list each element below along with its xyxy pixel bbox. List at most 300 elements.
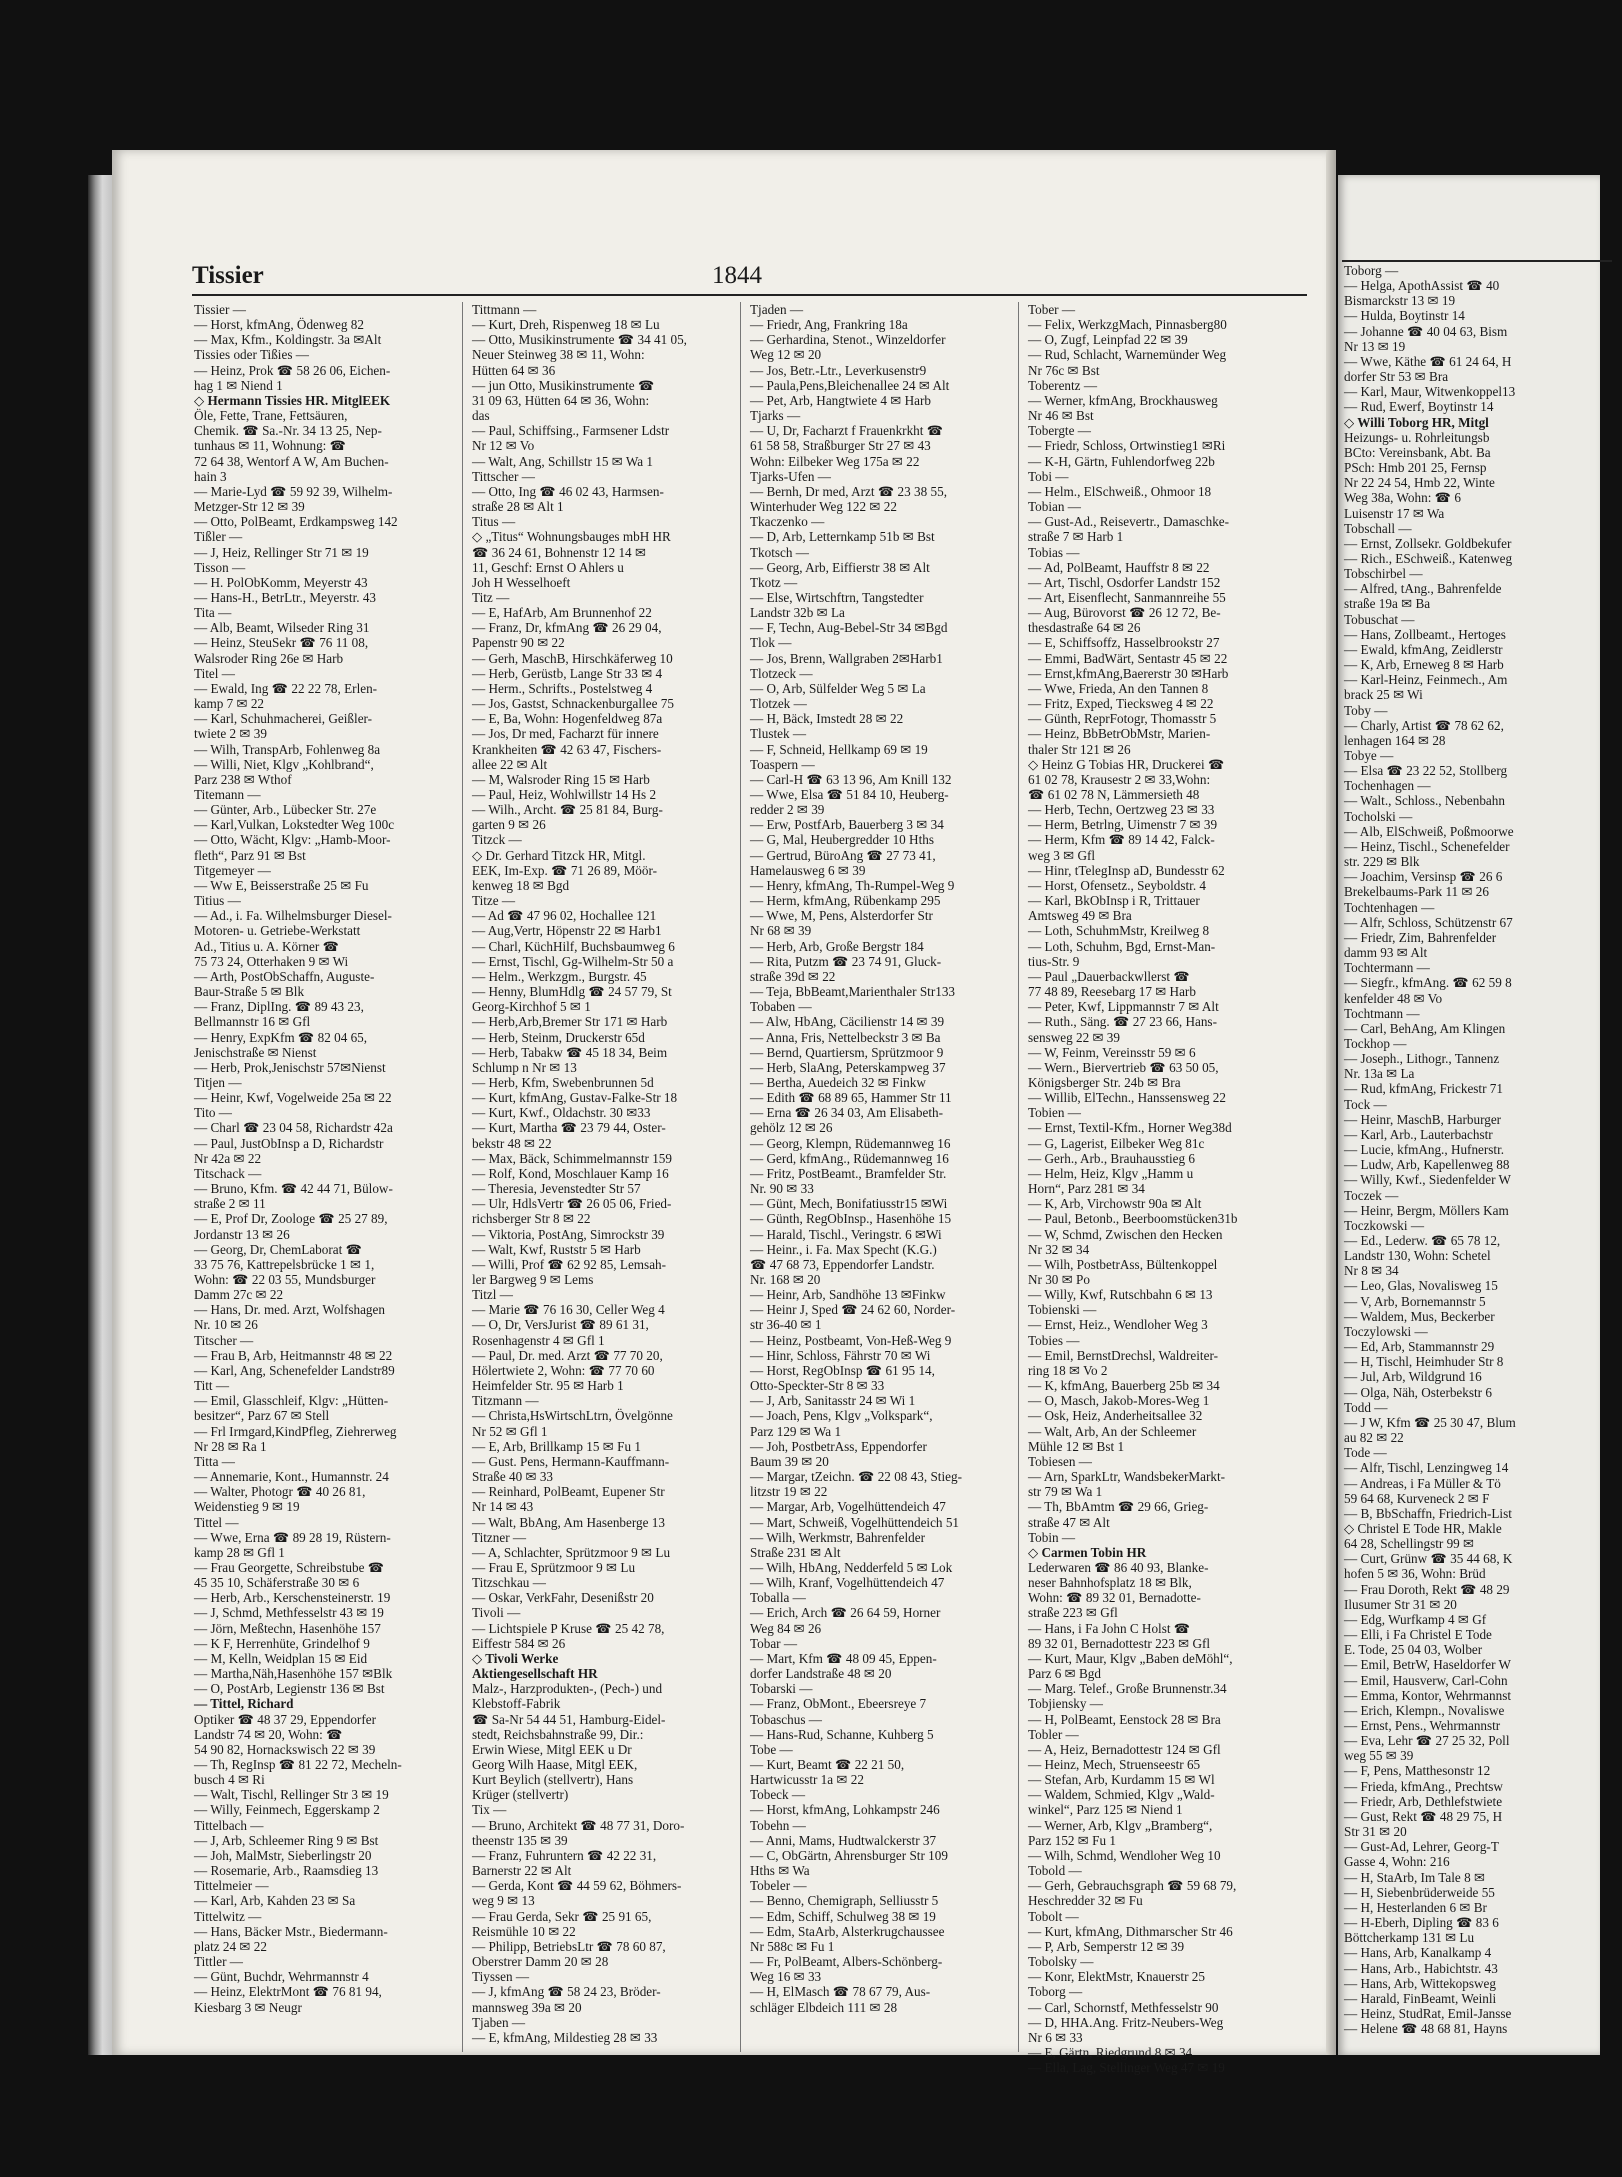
directory-entry-line: Tobar — [750, 1635, 798, 1651]
directory-entry-line: — Heinr, Arb, Sandhöhe 13 ✉Finkw [750, 1287, 946, 1303]
directory-entry-line: litzstr 19 ✉ 22 [750, 1484, 828, 1500]
directory-entry-line: Bellmannstr 16 ✉ Gfl [194, 1014, 311, 1030]
directory-entry-line: Tiyssen — [472, 1969, 530, 1985]
directory-entry-line: — V, Arb, Bornemannstr 5 [1344, 1293, 1486, 1309]
directory-entry-line: — Lichtspiele P Kruse ☎ 25 42 78, [472, 1620, 665, 1636]
directory-entry-line: — Willi, Niet, Klgv „Kohlbrand“, [194, 756, 374, 772]
directory-entry-line: — Willy, Kwf., Siedenfelder W [1344, 1172, 1511, 1188]
directory-entry-line: — Ad., i. Fa. Wilhelmsburger Diesel- [194, 908, 392, 924]
directory-entry-line: — Th, RegInsp ☎ 81 22 72, Mecheln- [194, 1757, 402, 1772]
directory-entry-line: — Emil, BetrW, Haseldorfer W [1344, 1657, 1511, 1673]
directory-entry-line: Titel — [194, 665, 235, 681]
directory-entry-line: — Andreas, i Fa Müller & Tö [1344, 1475, 1501, 1491]
directory-entry-line: — Walt., Schloss., Nebenbahn [1344, 793, 1505, 809]
book-spine [88, 175, 114, 2055]
directory-entry-line: Rosenhagenstr 4 ✉ Gfl 1 [472, 1332, 605, 1348]
directory-entry-line: Tobolsky — [1028, 1954, 1094, 1970]
directory-entry-line: — Joh, MalMstr, Sieberlingstr 20 [194, 1847, 372, 1863]
directory-entry-line: Tober — [1028, 302, 1076, 317]
directory-columns [192, 302, 1307, 2076]
directory-entry-line: — Th, BbAmtm ☎ 29 66, Grieg- [1028, 1499, 1209, 1515]
directory-entry-line: — Teja, BbBeamt,Marienthaler Str133 [750, 984, 956, 1000]
directory-entry-line: Tobarski — [750, 1681, 813, 1697]
directory-entry-line: — Gerd, kfmAng., Rüdemannweg 16 [750, 1150, 949, 1166]
directory-entry-line: — Elli, i Fa Christel E Tode [1344, 1627, 1492, 1643]
directory-entry-line: — Erna ☎ 26 34 03, Am Elisabeth- [750, 1105, 943, 1121]
directory-entry-line: — Herb, Steinm, Druckerstr 65d [472, 1029, 645, 1045]
directory-entry-line: — Rolf, Kond, Moschlauer Kamp 16 [472, 1165, 669, 1181]
directory-entry-line: Tittscher — [472, 468, 535, 484]
directory-entry-line: — Bernd, Quartiersm, Sprützmoor 9 [750, 1044, 944, 1060]
directory-entry-line: Tobies — [1028, 1332, 1080, 1348]
directory-entry-line: Tkaczenko — [750, 514, 825, 530]
directory-entry-line: neser Bahnhofsplatz 18 ✉ Blk, [1028, 1575, 1192, 1591]
directory-entry-line: Tlok — [750, 635, 792, 651]
adjacent-page-header-rule [1342, 248, 1612, 262]
directory-entry-line: — Hans, i Fa John C Holst ☎ [1028, 1620, 1191, 1636]
directory-entry-line: — D, HHA.Ang. Fritz-Neubers-Weg [1028, 2014, 1224, 2030]
directory-entry-line: — Gust-Ad., Reisevertr., Damaschke- [1028, 514, 1230, 530]
directory-entry-line: — Horst, kfmAng, Lohkampstr 246 [750, 1802, 940, 1818]
directory-entry-line: — H. PolObKomm, Meyerstr 43 [194, 574, 368, 590]
directory-entry-line: — Max, Kfm., Koldingstr. 3a ✉Alt [194, 332, 382, 348]
directory-entry-line: Heschredder 32 ✉ Fu [1028, 1893, 1143, 1909]
directory-entry-line: ◇ Christel E Tode HR, Makle [1344, 1520, 1502, 1536]
directory-entry-line: Tobuschat — [1344, 611, 1415, 627]
directory-entry-line: — Peter, Kwf, Lippmannstr 7 ✉ Alt [1028, 999, 1219, 1015]
directory-entry-line: Straße 231 ✉ Alt [750, 1544, 841, 1560]
directory-entry-line: lenhagen 164 ✉ 28 [1344, 732, 1446, 748]
directory-entry-line: — Wwe, Käthe ☎ 61 24 64, H [1344, 353, 1512, 369]
directory-entry-line: 61 02 78, Krausestr 2 ✉ 33,Wohn: [1028, 771, 1211, 787]
directory-entry-line: Tobye — [1344, 748, 1394, 763]
directory-entry-line: schläger Elbdeich 111 ✉ 28 [750, 1999, 898, 2015]
directory-entry-line: — Pet, Arb, Hangtwiete 4 ✉ Harb [750, 392, 931, 408]
directory-entry-line: Tittmann — [472, 302, 537, 317]
directory-entry-line: — Herb, SlaAng, Peterskampweg 37 [750, 1059, 946, 1075]
directory-entry-line: — Charl ☎ 23 04 58, Richardstr 42a [194, 1120, 393, 1136]
directory-entry-line: — Jos, Betr.-Ltr., Leverkusenstr9 [750, 362, 927, 378]
directory-entry-line: Nr 13 ✉ 19 [1344, 338, 1406, 354]
directory-entry-line: — H, Bäck, Imstedt 28 ✉ 22 [750, 711, 904, 727]
directory-entry-line: theenstr 135 ✉ 39 [472, 1832, 568, 1848]
directory-entry-line: Georg-Kirchhof 5 ✉ 1 [472, 999, 591, 1015]
directory-entry-line: Tivoli — [472, 1605, 521, 1621]
directory-entry-line: Toby — [1344, 702, 1388, 718]
directory-entry-line: Nr 14 ✉ 43 [472, 1499, 534, 1515]
directory-entry-line: Tobeck — [750, 1787, 806, 1803]
directory-entry-line: ◇ Dr. Gerhard Titzck HR, Mitgl. [472, 847, 646, 863]
directory-entry-line: — Emil, Hausverw, Carl-Cohn [1344, 1672, 1508, 1688]
directory-entry-line: — Wilh, Kranf, Vogelhüttendeich 47 [750, 1575, 945, 1591]
directory-entry-line: — Karl-Heinz, Feinmech., Am [1344, 672, 1508, 688]
directory-entry-line: — Charl, KüchHilf, Buchsbaumweg 6 [472, 938, 675, 954]
directory-entry-line: — J, Heiz, Rellinger Str 71 ✉ 19 [194, 544, 369, 560]
directory-entry-line: Nr 32 ✉ 34 [1028, 1241, 1090, 1257]
directory-entry-line: — Günter, Arb., Lübecker Str. 27e [194, 802, 377, 818]
directory-entry-line: — Ed., Lederw. ☎ 65 78 12, [1344, 1233, 1501, 1248]
directory-entry-line: Nr. 90 ✉ 33 [750, 1181, 814, 1197]
directory-entry-line: — Gerh, Gebrauchsgraph ☎ 59 68 79, [1028, 1878, 1237, 1894]
directory-entry-line: — Joach, Pens, Klgv „Volkspark“, [750, 1408, 933, 1424]
directory-entry-line: Winterhuder Weg 122 ✉ 22 [750, 499, 897, 515]
directory-entry-line: — Wilh., Archt. ☎ 25 81 84, Burg- [472, 802, 663, 818]
directory-entry-line: — E, Arb, Brillkamp 15 ✉ Fu 1 [472, 1438, 641, 1454]
directory-entry-line: Brekelbaums-Park 11 ✉ 26 [1344, 884, 1489, 900]
directory-entry-line: Tobaschus — [750, 1711, 822, 1727]
directory-entry-line: ☎ 36 24 61, Bohnenstr 12 14 ✉ [472, 544, 647, 560]
directory-entry-line: Tkotsch — [750, 544, 809, 560]
directory-entry-line: Walsroder Ring 26e ✉ Harb [194, 650, 344, 666]
directory-entry-line: Parz 152 ✉ Fu 1 [1028, 1832, 1116, 1848]
directory-entry-line: Tita — [194, 605, 232, 621]
directory-entry-line: Tobienski — [1028, 1302, 1097, 1318]
directory-entry-line: Kiesbarg 3 ✉ Neugr [194, 1999, 302, 2015]
directory-entry-line: garten 9 ✉ 26 [472, 817, 546, 833]
directory-entry-line: Titzner — [472, 1529, 527, 1545]
directory-entry-line: — Martha,Näh,Hasenhöhe 157 ✉Blk [194, 1666, 393, 1682]
directory-entry-line: Titt — [194, 1378, 230, 1394]
directory-entry-line: Chemik. ☎ Sa.-Nr. 34 13 25, Nep- [194, 423, 382, 439]
directory-entry-line: — Otto, Ing ☎ 46 02 43, Harmsen- [472, 483, 664, 499]
directory-entry-line: Tobehn — [750, 1817, 806, 1833]
directory-entry-line: — U, Dr, Facharzt f Frauenkrkht ☎ [750, 423, 944, 439]
directory-entry-line: — Karl, BkObInsp i R, Trittauer [1028, 893, 1200, 909]
directory-entry-line: 59 64 68, Kurveneck 2 ✉ F [1344, 1490, 1490, 1506]
directory-entry-line: — Heinr J, Sped ☎ 24 62 60, Norder- [750, 1302, 956, 1318]
directory-entry-line: — Wilh, TranspArb, Fohlenweg 8a [194, 741, 381, 757]
directory-entry-line: Tobergte — [1028, 423, 1091, 439]
directory-entry-line: — F, Schneid, Hellkamp 69 ✉ 19 [750, 741, 928, 757]
directory-entry-line: Tock — [1344, 1096, 1387, 1112]
directory-entry-line: — K, kfmAng, Bauerberg 25b ✉ 34 [1028, 1378, 1220, 1394]
directory-entry-line: — Günth, RegObInsp., Hasenhöhe 15 [750, 1211, 952, 1227]
directory-entry-line: — Herb, Gerüstb, Lange Str 33 ✉ 4 [472, 665, 663, 681]
directory-entry-line: — Herm, Kfm ☎ 89 14 42, Falck- [1028, 832, 1215, 848]
directory-entry-line: Titz — [472, 589, 510, 605]
directory-entry-line: Nr. 10 ✉ 26 [194, 1317, 258, 1333]
directory-entry-line: — Emmi, BadWärt, Sentastr 45 ✉ 22 [1028, 650, 1228, 666]
directory-entry-line: — Hans, Bäcker Mstr., Biedermann- [194, 1923, 388, 1939]
directory-entry-line: — Franz, ObMont., Ebeersreye 7 [750, 1696, 927, 1712]
directory-entry-line: Nr 42a ✉ 22 [194, 1150, 262, 1166]
directory-entry-line: — Horst, Ofensetz., Seyboldstr. 4 [1028, 877, 1207, 893]
directory-entry-line: — J, Schmd, Methfesselstr 43 ✉ 19 [194, 1605, 384, 1621]
directory-entry-line: 54 90 82, Hornackswisch 22 ✉ 39 [194, 1741, 376, 1757]
directory-entry-line: — O, PostArb, Legienstr 136 ✉ Bst [194, 1681, 385, 1697]
directory-entry-line: 61 58 58, Straßburger Str 27 ✉ 43 [750, 438, 931, 454]
directory-entry-line: — Wwe, Erna ☎ 89 28 19, Rüstern- [194, 1529, 391, 1545]
column-2 [470, 302, 741, 2052]
directory-entry-line: — H, Tischl, Heimhuder Str 8 [1344, 1354, 1504, 1370]
directory-entry-line: — Werner, Arb, Klgv „Bramberg“, [1028, 1817, 1213, 1833]
directory-entry-line: — Willy, Kwf, Rutschbahn 6 ✉ 13 [1028, 1287, 1213, 1303]
directory-entry-line: — K-H, Gärtn, Fuhlendorfweg 22b [1028, 453, 1215, 469]
directory-entry-line: mannsweg 39a ✉ 20 [472, 1999, 582, 2015]
directory-entry-line: — Rud, Ewerf, Boytinstr 14 [1344, 399, 1494, 415]
directory-entry-line: 72 64 38, Wentorf A W, Am Buchen- [194, 453, 389, 469]
column-4 [1026, 302, 1296, 2076]
directory-entry-line: Landstr 74 ✉ 20, Wohn: ☎ [194, 1726, 343, 1742]
directory-entry-line: straße 223 ✉ Gfl [1028, 1605, 1118, 1621]
directory-entry-line: PSch: Hmb 201 25, Fernsp [1344, 460, 1487, 476]
directory-entry-line: — Wwe, M, Pens, Alsterdorfer Str [750, 908, 933, 924]
directory-entry-line: Lederwaren ☎ 86 40 93, Blanke- [1028, 1559, 1209, 1575]
directory-entry-line: Barnerstr 22 ✉ Alt [472, 1863, 572, 1879]
directory-entry-line: — Osk, Heiz, Anderheitsallee 32 [1028, 1408, 1203, 1424]
directory-entry-line: — Frl Irmgard,KindPfleg, Ziehrerweg [194, 1423, 397, 1439]
directory-entry-line: Nr 46 ✉ Bst [1028, 408, 1094, 424]
directory-entry-line: hain 3 [194, 468, 227, 484]
directory-entry-line: — Carl, BehAng, Am Klingen [1344, 1020, 1506, 1036]
directory-entry-line: Tobold — [1028, 1863, 1082, 1879]
directory-entry-line: Tkotz — [750, 574, 798, 590]
directory-entry-line: Parz 238 ✉ Wthof [194, 771, 292, 787]
directory-entry-line: — Elsa ☎ 23 22 52, Stollberg [1344, 763, 1508, 779]
directory-entry-line: — Ernst, Zollsekr. Goldbekufer [1344, 535, 1512, 551]
directory-entry-line: Tißler — [194, 529, 243, 545]
directory-entry-line: das [472, 408, 490, 424]
directory-entry-line: Jordanstr 13 ✉ 26 [194, 1226, 290, 1242]
directory-entry-line: — Helm, Heiz, Klgv „Hamm u [1028, 1165, 1194, 1181]
directory-entry-line: Bismarckstr 13 ✉ 19 [1344, 293, 1456, 309]
directory-entry-line: Tlotzek — [750, 696, 807, 712]
directory-entry-line: — Heinz, Tischl., Schenefelder [1344, 838, 1510, 854]
directory-entry-line: — Christa,HsWirtschLtrn, Övelgönne [472, 1408, 673, 1424]
directory-entry-line: Hütten 64 ✉ 36 [472, 362, 556, 378]
directory-entry-line: — Loth, Schuhm, Bgd, Ernst-Man- [1028, 938, 1216, 954]
directory-entry-line: — Ad, PolBeamt, Hauffstr 8 ✉ 22 [1028, 559, 1210, 575]
directory-entry-line: — Gust, Rekt ☎ 48 29 75, H [1344, 1808, 1503, 1824]
directory-entry-line: — Friedr, Ang, Frankring 18a [750, 317, 908, 333]
directory-entry-line: — Franz, DiplIng. ☎ 89 43 23, [194, 999, 364, 1015]
directory-entry-line: Weg 38a, Wohn: ☎ 6 [1344, 490, 1461, 506]
directory-entry-line: Krüger (stellvertr) [472, 1787, 569, 1803]
directory-entry-line: — Arn, SparkLtr, WandsbekerMarkt- [1028, 1469, 1226, 1485]
directory-entry-line: Hths ✉ Wa [750, 1863, 810, 1879]
directory-entry-line: weg 9 ✉ 13 [472, 1893, 535, 1909]
directory-entry-line: — Frau B, Arb, Heitmannstr 48 ✉ 22 [194, 1347, 393, 1363]
directory-entry-line: Kurt Beylich (stellvertr), Hans [472, 1772, 634, 1788]
directory-entry-line: — Tittel, Richard [194, 1696, 294, 1712]
directory-entry-line: straße 28 ✉ Alt 1 [472, 499, 564, 515]
directory-entry-line: — Jos, Brenn, Wallgraben 2✉Harb1 [750, 650, 943, 666]
directory-entry-line: Nr 12 ✉ Vo [472, 438, 535, 454]
directory-entry-line: — G, Mal, Heubergredder 10 Hths [750, 832, 934, 848]
directory-entry-line: 11, Geschf: Ernst O Ahlers u [472, 559, 624, 575]
directory-entry-line: — Ernst, Textil-Kfm., Horner Weg38d [1028, 1120, 1232, 1136]
directory-entry-line: Tjaden — [750, 302, 804, 317]
directory-entry-line: Nr 68 ✉ 39 [750, 923, 812, 939]
directory-entry-line: ler Bargweg 9 ✉ Lems [472, 1272, 594, 1287]
directory-entry-line: Amtsweg 49 ✉ Bra [1028, 908, 1132, 924]
directory-entry-line: — Herb, Kfm, Swebenbrunnen 5d [472, 1074, 654, 1090]
directory-entry-line: — Werner, kfmAng, Brockhausweg [1028, 392, 1218, 408]
directory-entry-line: Jenischstraße ✉ Nienst [194, 1044, 317, 1060]
directory-entry-line: Tobjiensky — [1028, 1696, 1103, 1712]
directory-entry-line: — Marg. Telef., Große Brunnenstr.34 [1028, 1681, 1227, 1697]
directory-entry-line: — E, Schiffsoffz, Hasselbrookstr 27 [1028, 635, 1220, 651]
directory-entry-line: — Alfr, Tischl, Lenzingweg 14 [1344, 1460, 1509, 1476]
directory-entry-line: — E, kfmAng, Mildestieg 28 ✉ 33 [472, 2029, 658, 2045]
directory-entry-line: — Hans, Dr. med. Arzt, Wolfshagen [194, 1302, 385, 1318]
directory-entry-line: — Wilh, Schmd, Wendloher Weg 10 [1028, 1847, 1221, 1863]
directory-entry-line: — Kurt, Beamt ☎ 22 21 50, [750, 1757, 905, 1772]
directory-entry-line: — Alfr, Schloss, Schützenstr 67 [1344, 914, 1513, 930]
directory-entry-line: damm 93 ✉ Alt [1344, 945, 1428, 961]
directory-entry-line: Tobias — [1028, 544, 1080, 560]
directory-entry-line: str. 229 ✉ Blk [1344, 854, 1420, 870]
directory-entry-line: — Willy, Feinmech, Eggerskamp 2 [194, 1802, 380, 1818]
directory-entry-line: — Harald, Tischl., Veringstr. 6 ✉Wi [750, 1226, 942, 1242]
directory-entry-line: thaler Str 121 ✉ 26 [1028, 741, 1131, 757]
directory-entry-line: sensweg 22 ✉ 39 [1028, 1029, 1120, 1045]
directory-entry-line: — A, Schlachter, Sprützmoor 9 ✉ Lu [472, 1544, 671, 1560]
directory-entry-line: — Georg, Dr, ChemLaborat ☎ [194, 1241, 363, 1257]
directory-entry-line: — Friedr, Zim, Bahrenfelder [1344, 929, 1497, 945]
directory-entry-line: Optiker ☎ 48 37 29, Eppendorfer [194, 1711, 376, 1727]
directory-entry-line: fleth“, Parz 91 ✉ Bst [194, 847, 306, 863]
page-title: Tissier [192, 262, 264, 289]
directory-entry-line: — Herm, Betrlng, Uimenstr 7 ✉ 39 [1028, 817, 1218, 833]
page-number: 1844 [712, 262, 762, 289]
directory-entry-line: gehölz 12 ✉ 26 [750, 1120, 833, 1136]
directory-entry-line: 33 75 76, Kattrepelsbrücke 1 ✉ 1, [194, 1256, 375, 1272]
directory-entry-line: E. Tode, 25 04 03, Wolber [1344, 1642, 1483, 1658]
directory-entry-line: brack 25 ✉ Wi [1344, 687, 1423, 703]
directory-entry-line: — Edg, Wurfkamp 4 ✉ Gf [1344, 1611, 1487, 1627]
directory-entry-line: Heimfelder Str. 95 ✉ Harb 1 [472, 1378, 624, 1394]
directory-entry-line: Erwin Wiese, Mitgl EEK u Dr [472, 1741, 632, 1757]
directory-entry-line: Nr 6 ✉ 33 [1028, 2029, 1083, 2045]
directory-entry-line: Landstr 32b ✉ La [750, 605, 845, 621]
directory-entry-line: — Paul „Dauerbackwllerst ☎ [1028, 968, 1190, 984]
directory-entry-line: — Reinhard, PolBeamt, Eupener Str [472, 1484, 665, 1500]
directory-entry-line: ◇ Tivoli Werke [472, 1650, 559, 1666]
directory-entry-line: — Franz, Dr, kfmAng ☎ 26 29 04, [472, 620, 662, 636]
directory-entry-line: — Alfred, tAng., Bahrenfelde [1344, 581, 1502, 597]
directory-entry-line: busch 4 ✉ Ri [194, 1772, 265, 1788]
directory-entry-line: — H-Eberh, Dipling ☎ 83 6 [1344, 1915, 1499, 1931]
directory-entry-line: — Jörn, Meßtechn, Hasenhöhe 157 [194, 1620, 381, 1636]
directory-entry-line: — Emil, Glasschleif, Klgv: „Hütten- [194, 1393, 389, 1409]
directory-entry-line: Gasse 4, Wohn: 216 [1344, 1854, 1450, 1870]
directory-entry-line: Neuer Steinweg 38 ✉ 11, Wohn: [472, 347, 645, 363]
directory-entry-line: — Gust-Ad, Lehrer, Georg-T [1344, 1839, 1499, 1855]
directory-entry-line: — Heinz, Mech, Struenseestr 65 [1028, 1757, 1201, 1772]
directory-entry-line: — Loth, SchuhmMstr, Kreilweg 8 [1028, 923, 1210, 939]
directory-entry-line: — Emil, BernstDrechsl, Waldreiter- [1028, 1347, 1218, 1363]
directory-entry-line: Nr 30 ✉ Po [1028, 1272, 1090, 1287]
directory-entry-line: — W, Schmd, Zwischen den Hecken [1028, 1226, 1223, 1242]
directory-entry-line: — Ernst, Heiz., Wendloher Weg 3 [1028, 1317, 1208, 1333]
directory-entry-line: — Mart, Schweiß, Vogelhüttendeich 51 [750, 1514, 960, 1530]
directory-entry-line: Landstr 130, Wohn: Schetel [1344, 1248, 1491, 1264]
directory-entry-line: bekstr 48 ✉ 22 [472, 1135, 552, 1151]
directory-entry-line: Todd — [1344, 1399, 1388, 1415]
directory-entry-line: — Herb, Prok,Jenischstr 57✉Nienst [194, 1059, 386, 1075]
directory-entry-line: — O, Dr, VersJurist ☎ 89 61 31, [472, 1317, 649, 1333]
directory-entry-line: Titgemeyer — [194, 862, 271, 878]
directory-entry-line: tunhaus ✉ 11, Wohnung: ☎ [194, 438, 347, 454]
page-header [192, 258, 1307, 296]
directory-entry-line: — Günt, Buchdr, Wehrmannstr 4 [194, 1969, 369, 1985]
directory-entry-line: Str 31 ✉ 20 [1344, 1824, 1407, 1840]
directory-entry-line: — Hans, Zollbeamt., Hertoges [1344, 626, 1506, 642]
directory-entry-line: — E, Gärtn, Riedgrund 8 ✉ 34 [1028, 2044, 1193, 2060]
directory-entry-line: Tisson — [194, 559, 246, 575]
directory-entry-line: — Georg, Arb, Eiffierstr 38 ✉ Alt [750, 559, 930, 575]
directory-entry-line: — Hinr, tTelegInsp aD, Bundesstr 62 [1028, 862, 1225, 878]
directory-entry-line: 77 48 89, Reesebarg 17 ✉ Harb [1028, 984, 1196, 1000]
directory-entry-line: — Edm, Schiff, Schulweg 38 ✉ 19 [750, 1908, 936, 1924]
directory-entry-line: — Karl,Vulkan, Lokstedter Weg 100c [194, 817, 395, 833]
directory-entry-line: — Edm, StaArb, Alsterkrugchaussee [750, 1923, 945, 1939]
directory-entry-line: Toballa — [750, 1590, 806, 1606]
directory-entry-line: Joh H Wesselhoeft [472, 574, 571, 590]
directory-entry-line: — Friedr, Schloss, Ortwinstieg1 ✉Ri [1028, 438, 1226, 454]
directory-entry-line: — D, Arb, Letternkamp 51b ✉ Bst [750, 529, 935, 545]
directory-entry-line: — Frau E, Sprützmoor 9 ✉ Lu [472, 1559, 636, 1575]
directory-entry-line: — G, Lagerist, Eilbeker Weg 81c [1028, 1135, 1205, 1151]
directory-entry-line: Otto-Speckter-Str 8 ✉ 33 [750, 1378, 885, 1394]
directory-entry-line: Tobschall — [1344, 520, 1412, 536]
directory-entry-line: — Joachim, Versinsp ☎ 26 6 [1344, 869, 1503, 885]
directory-entry-line: Tobin — [1028, 1529, 1076, 1545]
directory-entry-line: — Kurt, Kwf., Oldachstr. 30 ✉33 [472, 1105, 651, 1121]
directory-entry-line: — Heinr, MaschB, Harburger [1344, 1111, 1502, 1127]
directory-entry-line: — Rud, kfmAng, Frickestr 71 [1344, 1081, 1503, 1097]
directory-entry-line: — Paul, Dr. med. Arzt ☎ 77 70 20, [472, 1347, 663, 1363]
directory-entry-line: Öle, Fette, Trane, Fettsäuren, [194, 408, 348, 424]
directory-entry-line: Aktiengesellschaft HR [472, 1666, 598, 1682]
directory-entry-line: Wohn: ☎ 89 32 01, Bernadotte- [1028, 1590, 1201, 1606]
directory-entry-line: — Erich, Arch ☎ 26 64 59, Horner [750, 1605, 941, 1621]
directory-entry-line: Weidenstieg 9 ✉ 19 [194, 1499, 300, 1515]
directory-entry-line: Weg 12 ✉ 20 [750, 347, 822, 363]
directory-entry-line: — Helene ☎ 48 68 81, Hayns [1344, 2021, 1508, 2037]
directory-entry-line: Titjen — [194, 1074, 242, 1090]
directory-entry-line: besitzer“, Parz 67 ✉ Stell [194, 1408, 330, 1424]
directory-entry-line: Horn“, Parz 281 ✉ 34 [1028, 1181, 1145, 1197]
directory-entry-line: ring 18 ✉ Vo 2 [1028, 1362, 1108, 1378]
directory-entry-line: — Kurt, kfmAng, Dithmarscher Str 46 [1028, 1923, 1233, 1939]
directory-entry-line: — O, Arb, Sülfelder Weg 5 ✉ La [750, 680, 926, 696]
directory-entry-line: — Ww E, Beisserstraße 25 ✉ Fu [194, 877, 369, 893]
directory-entry-line: — Walt, Arb, An der Schleemer [1028, 1423, 1197, 1439]
directory-entry-line: ◇ Heinz G Tobias HR, Druckerei ☎ [1028, 756, 1225, 772]
directory-entry-line: Damm 27c ✉ 22 [194, 1287, 284, 1303]
directory-entry-line: Tobler — [1028, 1726, 1079, 1742]
directory-entry-line: — H, ElMasch ☎ 78 67 79, Aus- [750, 1984, 931, 2000]
directory-entry-line: — Ruth., Säng. ☎ 27 23 66, Hans- [1028, 1014, 1217, 1030]
directory-entry-line: Krankheiten ☎ 42 63 47, Fischers- [472, 741, 662, 757]
directory-entry-line: — Kurt, kfmAng, Gustav-Falke-Str 18 [472, 1090, 678, 1106]
directory-entry-line: — Otto, PolBeamt, Erdkampsweg 142 [194, 514, 398, 530]
directory-entry-line: Tittelbach — [194, 1817, 264, 1833]
directory-entry-line: — Fritz, PostBeamt., Bramfelder Str. [750, 1165, 947, 1181]
directory-entry-line: — Frau Doroth, Rekt ☎ 48 29 [1344, 1581, 1510, 1597]
directory-entry-line: Klebstoff-Fabrik [472, 1696, 561, 1712]
directory-entry-line: — Otto, Wächt, Klgv: „Hamb-Moor- [194, 832, 391, 848]
directory-entry-line: — M, Kelln, Weidplan 15 ✉ Eid [194, 1650, 368, 1666]
directory-entry-line: — Herb, Arb., Kerschensteinerstr. 19 [194, 1590, 391, 1606]
directory-entry-line: straße 19a ✉ Ba [1344, 596, 1431, 612]
directory-entry-line: Toberentz — [1028, 377, 1098, 393]
directory-entry-line: Luisenstr 17 ✉ Wa [1344, 505, 1445, 521]
directory-entry-line: au 82 ✉ 22 [1344, 1430, 1404, 1446]
directory-entry-line: Georg Wilh Haase, Mitgl EEK, [472, 1757, 638, 1772]
